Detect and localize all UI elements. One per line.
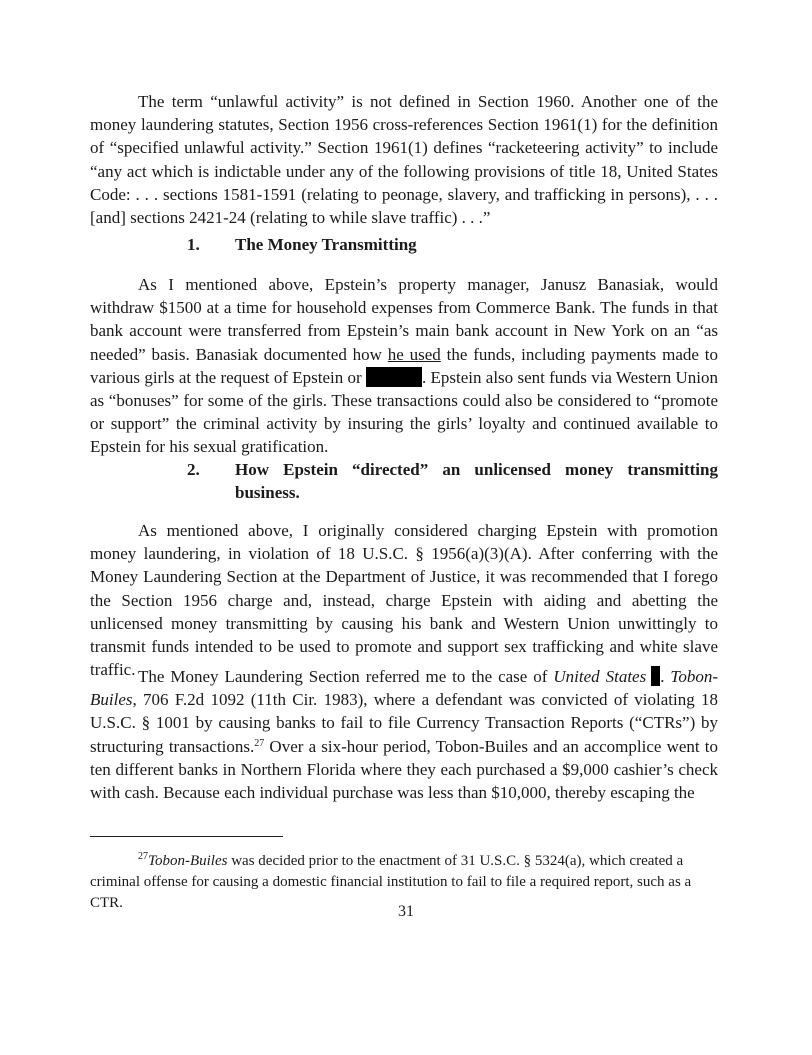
- text-run: the funds, including payments made to various girls at the request of Epstein or: [90, 344, 718, 387]
- case-party: Tobon-Builes: [90, 667, 718, 710]
- paragraph-money-transmitting: [90, 273, 718, 459]
- redaction-box: [651, 666, 660, 686]
- paragraph-promotion-money-laundering: As mentioned above, I originally considered charging Epstein with promotion money laundering, in violation of 18 U.S.C. § 1956(a)(3)(A). After conferring with the Money Laundering Section at the Department of Justice, it was recommended that I forego the Section 1956 charge and, instead, charge Epstein with aiding and abetting the unlicensed money transmitting by causing his bank and Western Union unwittingly to transmit funds intended to be used to promote and support sex trafficking and white slave traffic.: [90, 521, 718, 680]
- section-heading-directed-business: [187, 458, 718, 504]
- text-run: .: [660, 667, 671, 686]
- footnote-divider: [90, 836, 283, 837]
- footnote-marker: 27: [138, 851, 148, 862]
- section-heading-money-transmitting: [187, 233, 718, 256]
- text-run: The Money Laundering Section referred me to the case of: [138, 667, 554, 686]
- footnote-reference: 27: [254, 737, 265, 749]
- redaction-box: [366, 367, 422, 387]
- text-run: . Epstein also sent funds via Western Union as “bonuses” for some of the girls. These transactions could also be considered to “promote or support” the criminal activity by insuring the girls’ loyalty and continued available to Epstein for his sexual gratification.: [90, 367, 718, 457]
- case-name: United States: [553, 667, 647, 686]
- section-number: 1.: [187, 235, 200, 254]
- text-run: Over a six-hour period, Tobon-Builes and an accomplice went to ten different banks in Northern Florida where they each purchased a $9,000 cashier’s check with cash. Because each individual purchase was less than $10,000, thereby escaping the: [90, 736, 718, 803]
- section-title: The Money Transmitting: [235, 235, 417, 254]
- footnote-text: was decided prior to the enactment of 31 U.S.C. § 5324(a), which created a criminal offense for causing a domestic financial institution to fail to file a required report, such as a CTR.: [90, 853, 692, 911]
- text-run: , 706 F.2d 1092 (11th Cir. 1983), where a defendant was convicted of violating 18 U.S.C. § 1001 by causing banks to fail to file Currency Transaction Reports (“CTRs”) by structuring transactions.: [90, 690, 718, 756]
- section-number: 2.: [187, 460, 200, 479]
- page-number: 31: [398, 903, 414, 920]
- footnote-case-name: Tobon-Builes: [148, 853, 228, 869]
- text-run: As I mentioned above, Epstein’s property manager, Janusz Banasiak, would withdraw $1500 at a time for household expenses from Commerce Bank. The funds in that bank account were transferred from Epstein’s main bank account in New York on an “as needed” basis. Banasiak documented how: [90, 275, 718, 364]
- paragraph-tobon-builes: [90, 665, 718, 804]
- section-title: How Epstein “directed” an unlicensed money transmitting business.: [235, 460, 718, 502]
- underlined-text: he used: [387, 344, 441, 364]
- paragraph-unlawful-activity: The term “unlawful activity” is not defined in Section 1960. Another one of the money laundering statutes, Section 1956 cross-references Section 1961(1) for the definition of “specified unlawful activity.” Section 1961(1) defines “racketeering activity” to include “any act which is indictable under any of the following provisions of title 18, United States Code: . . . sections 1581-1591 (relating to peonage, slavery, and trafficking in persons), . . . [and] sections 2421-24 (relating to while slave traffic) . . .”: [90, 92, 718, 228]
